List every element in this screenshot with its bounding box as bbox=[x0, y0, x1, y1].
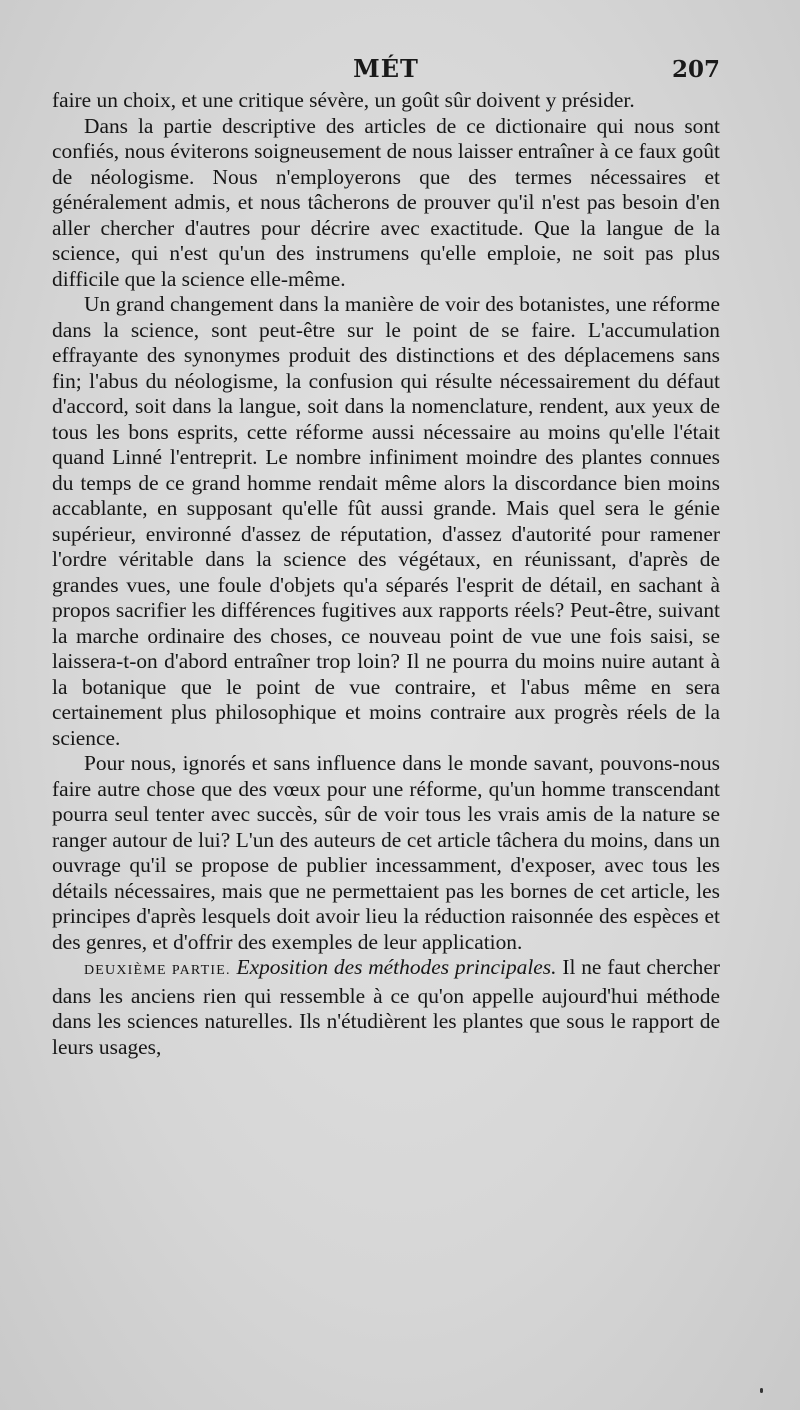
section-label: DEUXIÈME PARTIE. bbox=[84, 963, 231, 978]
paper-speck bbox=[760, 1388, 763, 1393]
body-text bbox=[52, 88, 720, 1060]
section-title: Exposition des méthodes principales. bbox=[236, 955, 557, 979]
section-text: Il ne faut chercher dans les anciens rien qui ressemble à ce qu'on appelle aujourd'hui méthode dans les sciences naturelles. Ils n'étudièrent les plantes que sous le rapport de leurs usages, bbox=[52, 955, 720, 1059]
page-number: 207 bbox=[671, 56, 720, 83]
section-paragraph bbox=[52, 955, 720, 1060]
page-header bbox=[52, 54, 720, 90]
paragraph-reform: Un grand changement dans la manière de voir des botanistes, une réforme dans la science, sont peut-être sur le point de se faire. L'accumulation effrayante des synonymes produit des distinctions et des déplacemens sans fin; l'abus du néologisme, la confusion qui résulte nécessairement du défaut d'accord, soit dans la langue, soit dans la nomenclature, rendent, aux yeux de tous les bons esprits, cette réforme aussi nécessaire au moins qu'elle l'était quand Linné l'entreprit. Le nombre infiniment moindre des plantes connues du temps de ce grand homme rendait même alors la discordance bien moins accablante, en supposant qu'elle fût aussi grande. Mais quel sera le génie supérieur, environné d'assez de réputation, d'assez d'autorité pour ramener l'ordre véritable dans la science des végétaux, en réunissant, d'après de grandes vues, une foule d'objets qu'a séparés l'esprit de détail, en sachant à propos sacrifier les différences fugitives aux rapports réels? Peut-être, suivant la marche ordinaire des choses, ce nouveau point de vue une fois saisi, se laissera-t-on d'abord entraîner trop loin? Il ne pourra du moins nuire autant à la botanique que le point de vue contraire, et l'abus même en sera certainement plus philosophique et moins contraire aux progrès réels de la science. bbox=[52, 292, 720, 750]
paragraph-continuation: faire un choix, et une critique sévère, un goût sûr doivent y présider. bbox=[52, 88, 635, 112]
paragraph-descriptive: Dans la partie descriptive des articles de ce dictionaire qui nous sont confiés, nous éviterons soigneusement de nous laisser entraîner à ce faux goût de néologisme. Nous n'employerons que des termes nécessaires et généralement admis, et nous tâcherons de prouver qu'il n'est pas besoin d'en aller chercher d'autres pour décrire avec exactitude. Que la langue de la science, qui n'est qu'un des instrumens qu'elle emploie, ne soit pas plus difficile que la science elle-même. bbox=[52, 113, 720, 291]
paragraph-wishes: Pour nous, ignorés et sans influence dans le monde savant, pouvons-nous faire autre chose que des vœux pour une réforme, qu'un homme transcendant pourra seul tenter avec succès, sûr de voir tous les vrais amis de la nature se ranger autour de lui? L'un des auteurs de cet article tâchera du moins, dans un ouvrage qu'il se propose de publier incessamment, d'exposer, avec tous les détails nécessaires, mais que ne permettaient pas les bornes de cet article, les principes d'après lesquels doit avoir lieu la réduction raisonnée des espèces et des genres, et d'offrir des exemples de leur application. bbox=[52, 751, 720, 954]
running-head: MÉT bbox=[353, 54, 419, 83]
